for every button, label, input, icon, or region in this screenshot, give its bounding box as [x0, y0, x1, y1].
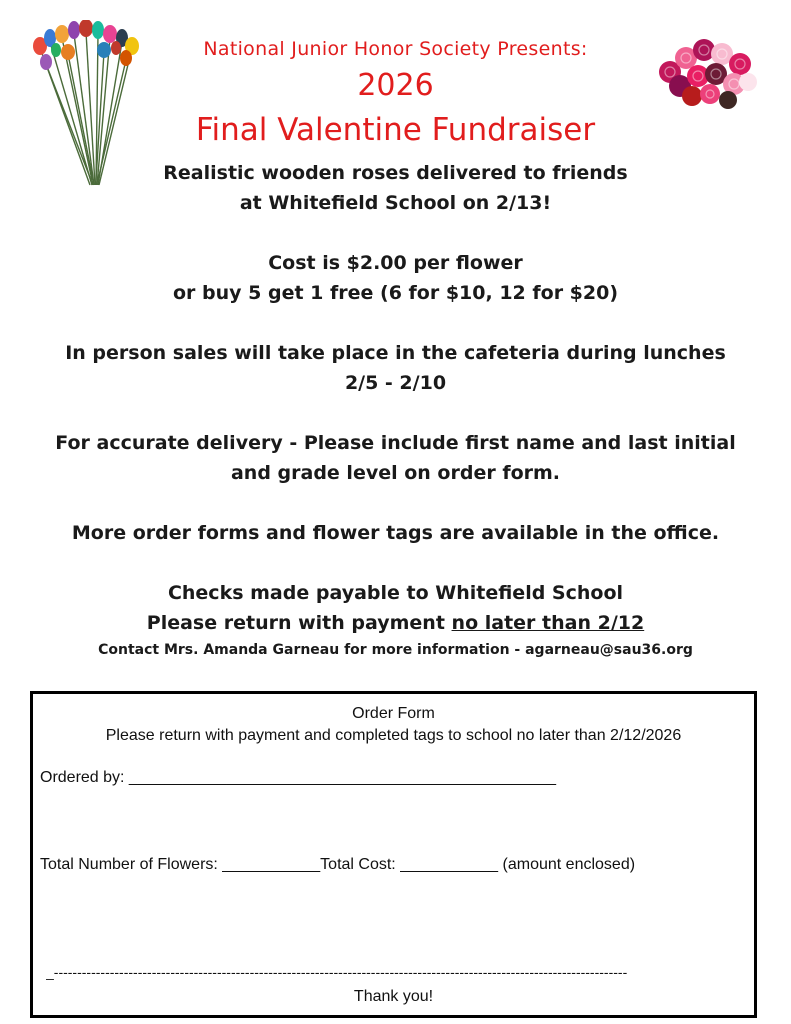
- sales-line-2: 2/5 - 2/10: [344, 372, 447, 394]
- cost-line-1: Cost is $2.00 per flower: [268, 252, 523, 274]
- order-form-instructions: Please return with payment and completed tags to school no later than 2/12/2026: [105, 727, 682, 744]
- forms-info-line: More order forms and flower tags are available in the office.: [71, 522, 720, 544]
- contact-line: Contact Mrs. Amanda Garneau for more information - agarneau@sau36.org: [98, 642, 693, 658]
- delivery-line-1: For accurate delivery - Please include first name and last initial: [55, 432, 736, 454]
- ordered-by-field[interactable]: Ordered by: ________________________________________________: [40, 769, 557, 786]
- return-deadline-line: [0, 614, 791, 633]
- thank-you-text: Thank you!: [353, 988, 434, 1005]
- sales-line-1: In person sales will take place in the cafeteria during lunches: [65, 342, 726, 364]
- cost-line-2: or buy 5 get 1 free (6 for $10, 12 for $20): [172, 282, 619, 304]
- totals-fields[interactable]: Total Number of Flowers: ___________Total Cost: ___________ (amount enclosed): [40, 856, 636, 873]
- order-form-title: Order Form: [352, 705, 435, 722]
- checks-line: Checks made payable to Whitefield School: [167, 582, 624, 604]
- return-deadline-prefix: Please return with payment: [146, 612, 452, 634]
- presenter-heading: National Junior Honor Society Presents:: [203, 38, 588, 60]
- cut-line-divider: _---------------------------------------------------------------------------------------------------------------------------: [46, 964, 628, 980]
- return-deadline-date: no later than 2/12: [451, 612, 645, 634]
- description-line-1: Realistic wooden roses delivered to friends: [163, 162, 628, 184]
- delivery-line-2: and grade level on order form.: [230, 462, 561, 484]
- description-line-2: at Whitefield School on 2/13!: [239, 192, 552, 214]
- year-heading: 2026: [357, 68, 434, 103]
- fundraiser-title: Final Valentine Fundraiser: [195, 112, 596, 148]
- order-form-box: [30, 691, 757, 1018]
